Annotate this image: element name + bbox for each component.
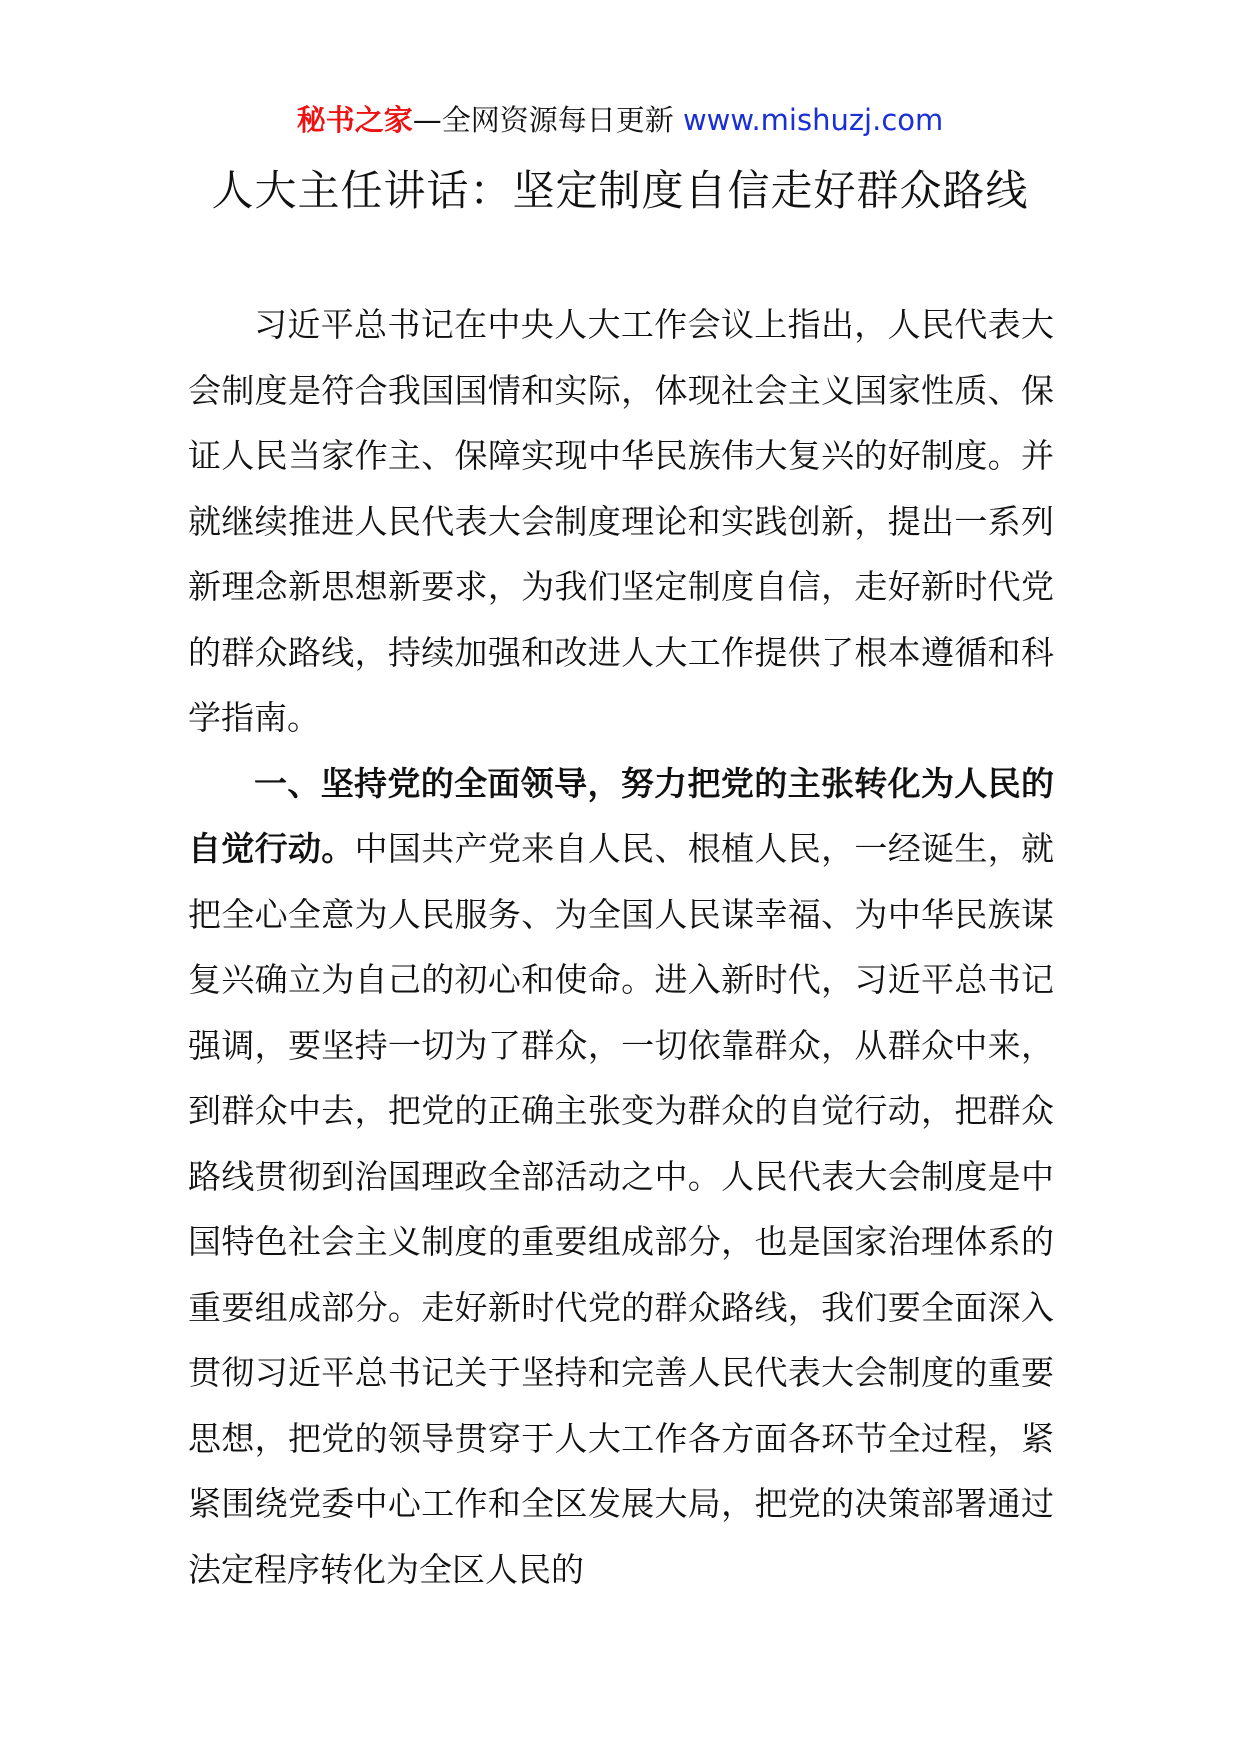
header-tagline: —全网资源每日更新 bbox=[412, 103, 674, 137]
paragraph-section-1 bbox=[188, 751, 1054, 1603]
document-title: 人大主任讲话：坚定制度自信走好群众路线 bbox=[211, 166, 1029, 215]
brand-name: 秘书之家 bbox=[296, 103, 413, 137]
site-url-link[interactable]: www.mishuzj.com bbox=[682, 103, 944, 137]
section-1-heading: 一、坚持党的全面领导，努力把党的主张转化为人民的自觉行动。 bbox=[188, 763, 1054, 868]
section-1-text: 中国共产党来自人民、根植人民，一经诞生，就把全心全意为人民服务、为全国人民谋幸福、为中华民族谋复兴确立为自己的初心和使命。进入新时代，习近平总书记强调，要坚持一切为了群众，一切依靠群众，从群众中来，到群众中去，把党的正确主张变为群众的自觉行动，把群众路线贯彻到治国理政全部活动之中。人民代表大会制度是中国特色社会主义制度的重要组成部分，也是国家治理体系的重要组成部分。走好新时代党的群众路线，我们要全面深入贯彻习近平总书记关于坚持和完善人民代表大会制度的重要思想，把党的领导贯穿于人大工作各方面各环节全过程，紧紧围绕党委中心工作和全区发展大局，把党的决策部署通过法定程序转化为全区人民的 bbox=[188, 829, 1055, 1589]
paragraph-intro: 习近平总书记在中央人大工作会议上指出，人民代表大会制度是符合我国国情和实际，体现社会主义国家性质、保证人民当家作主、保障实现中华民族伟大复兴的好制度。并就继续推进人民代表大会制度理论和实践创新，提出一系列新理念新思想新要求，为我们坚定制度自信，走好新时代党的群众路线，持续加强和改进人大工作提供了根本遵循和科学指南。 bbox=[188, 305, 1054, 737]
document-body bbox=[188, 292, 1054, 1602]
site-header bbox=[0, 100, 1240, 140]
